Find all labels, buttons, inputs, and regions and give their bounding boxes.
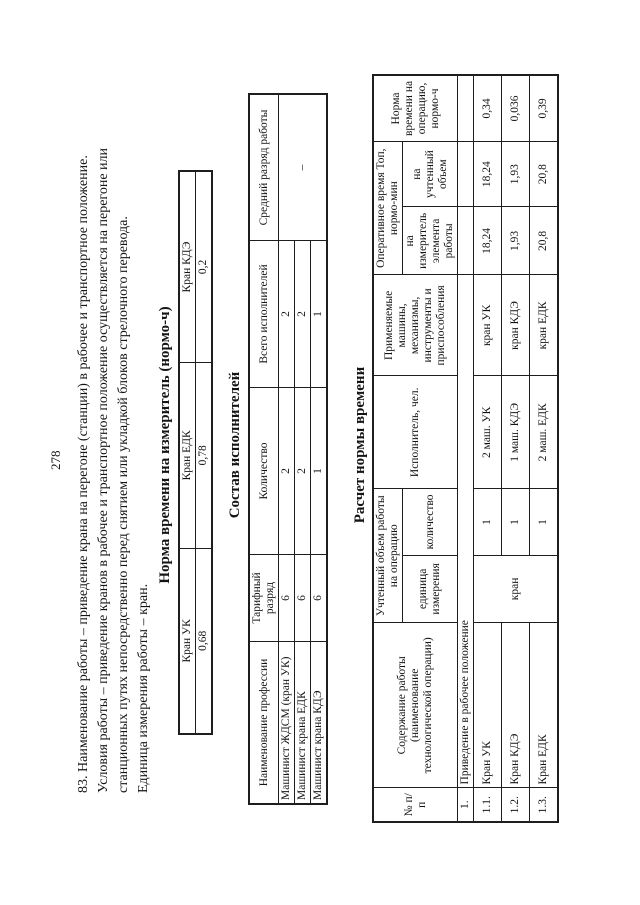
calc-row-executor: 2 маш. УК xyxy=(474,376,502,489)
staff-profession: Машинист ЖДСМ (кран УК) xyxy=(279,642,295,805)
calc-section-row xyxy=(458,75,474,822)
staff-profession: Машинист крана ЕДК xyxy=(295,642,311,805)
staff-header-count: Количество xyxy=(249,388,279,555)
staff-header-profession: Наименование профессии xyxy=(249,642,279,805)
staff-row xyxy=(279,94,295,804)
calc-row-executor: 2 маш. ЕДК xyxy=(530,376,558,489)
calc-row-per-volume: 1,93 xyxy=(502,141,530,206)
calc-row-content: Кран УК xyxy=(474,623,502,788)
calc-header-row-1 xyxy=(373,75,403,822)
calc-table xyxy=(372,74,559,823)
norm-value-edk: 0,78 xyxy=(196,362,213,548)
calc-row-per-meter: 18,24 xyxy=(474,207,502,275)
calc-row-quantity: 1 xyxy=(530,489,558,555)
calc-row-per-meter: 1,93 xyxy=(502,207,530,275)
calc-unit-value: кран xyxy=(474,555,558,623)
staff-profession: Машинист крана КДЭ xyxy=(311,642,328,805)
staff-count: 2 xyxy=(295,388,311,555)
calc-header-norm: Норма времени на операцию, нормо-ч xyxy=(373,75,458,141)
calc-row-content: Кран ЕДК xyxy=(530,623,558,788)
staff-header-row xyxy=(249,94,279,804)
staff-header-total: Всего исполнителей xyxy=(249,241,279,388)
calc-row-quantity: 1 xyxy=(502,489,530,555)
staff-count: 2 xyxy=(279,388,295,555)
staff-header-avg: Средний разряд работы xyxy=(249,94,279,241)
calc-row-norm: 0,39 xyxy=(530,75,558,141)
norm-header-uk: Кран УК xyxy=(179,548,196,734)
calc-header-optime: Оперативное время Топ, нормо-мин xyxy=(373,141,403,275)
calc-row xyxy=(474,75,502,822)
staff-grade: 6 xyxy=(311,555,328,642)
calc-header-executor: Исполнитель, чел. xyxy=(373,376,458,489)
calc-header-volume: Учтенный объем работы на операцию xyxy=(373,489,403,623)
staff-grade: 6 xyxy=(279,555,295,642)
intro-line-1: 83. Наименование работы – приведение крана на перегоне (станции) в рабочее и транспортное положение. xyxy=(76,155,91,793)
intro-line-3: станционных путях непосредственно перед снятием или укладкой блоков стрелочного перевода. xyxy=(116,216,131,793)
calc-row-machine: кран УК xyxy=(474,275,502,376)
page-number: 278 xyxy=(48,450,63,470)
staff-total: 2 xyxy=(279,241,295,388)
calc-row-num: 1.3. xyxy=(530,788,558,822)
calc-header-quantity: количество xyxy=(403,489,458,555)
calc-row-per-volume: 18,24 xyxy=(474,141,502,206)
calc-row-machine: кран КДЭ xyxy=(502,275,530,376)
calc-row-per-volume: 20,8 xyxy=(530,141,558,206)
calc-row-per-meter: 20,8 xyxy=(530,207,558,275)
calc-header-per-volume: на учтенный объем xyxy=(403,141,458,206)
intro-line-2: Условия работы – приведение кранов в рабочее и транспортное положение осуществляется на перегоне или xyxy=(96,147,111,793)
calc-row xyxy=(502,75,530,822)
calc-row-num: 1.2. xyxy=(502,788,530,822)
intro-text xyxy=(74,33,154,793)
staff-count: 1 xyxy=(311,388,328,555)
staff-total: 2 xyxy=(295,241,311,388)
norm-value-uk: 0,68 xyxy=(196,548,213,734)
calc-section-num: 1. xyxy=(458,788,474,822)
calc-header-per-meter: на измеритель элемента работы xyxy=(403,207,458,275)
calc-section-label: Приведение в рабочее положение xyxy=(458,275,474,788)
calc-row-executor: 1 маш. КДЭ xyxy=(502,376,530,489)
calc-row-machine: кран ЕДК xyxy=(530,275,558,376)
calc-table-title: Расчет нормы времени xyxy=(352,366,368,524)
calc-row-norm: 0,036 xyxy=(502,75,530,141)
staff-table-title: Состав исполнителей xyxy=(227,371,243,519)
calc-row-content: Кран КДЭ xyxy=(502,623,530,788)
norm-table-value-row xyxy=(196,171,213,734)
calc-header-machines: Применяемые машины, механизмы, инструменты и приспособления xyxy=(373,275,458,376)
intro-line-4: Единица измерения работы – кран. xyxy=(136,583,151,793)
staff-header-grade: Тарифный разряд xyxy=(249,555,279,642)
calc-header-num: № п/п xyxy=(373,788,458,822)
norm-table-header-row xyxy=(179,171,196,734)
norm-table-title: Норма времени на измеритель (нормо-ч) xyxy=(157,306,173,584)
staff-total: 1 xyxy=(311,241,328,388)
calc-row-num: 1.1. xyxy=(474,788,502,822)
calc-header-unit: единица измерения xyxy=(403,555,458,623)
calc-header-content: Содержание работы (наименование технологической операции) xyxy=(373,623,458,788)
staff-avg-grade: – xyxy=(279,94,328,241)
staff-table xyxy=(248,93,328,805)
norm-value-kde: 0,2 xyxy=(196,171,213,362)
norm-header-kde: Кран КДЭ xyxy=(179,171,196,362)
calc-row-quantity: 1 xyxy=(474,489,502,555)
norm-header-edk: Кран ЕДК xyxy=(179,362,196,548)
calc-row xyxy=(530,75,558,822)
staff-grade: 6 xyxy=(295,555,311,642)
calc-row-norm: 0,34 xyxy=(474,75,502,141)
norm-table xyxy=(178,170,213,735)
